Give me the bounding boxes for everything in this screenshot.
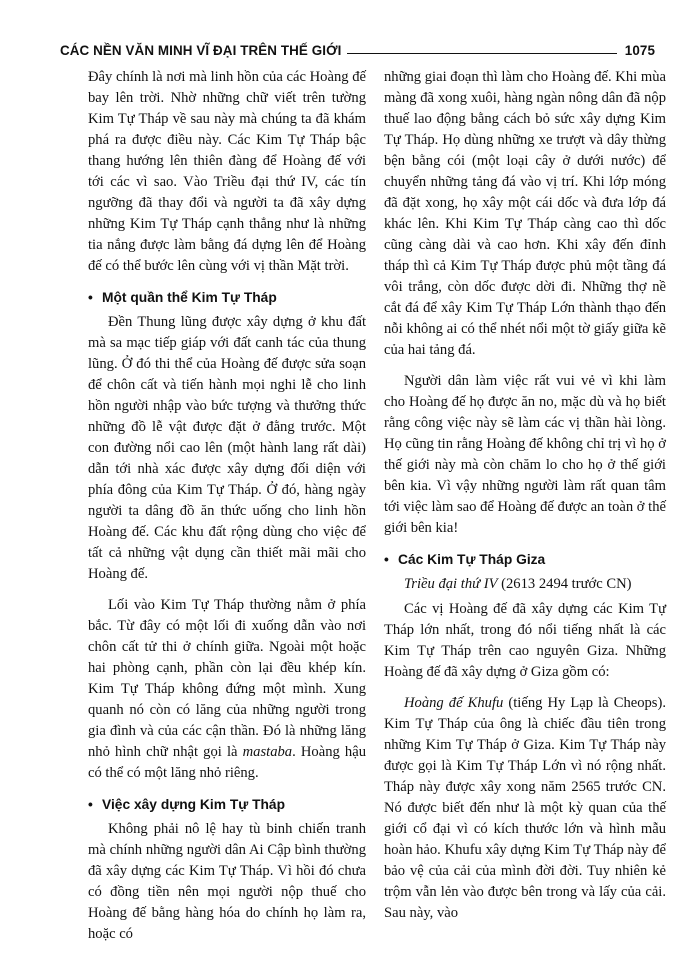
paragraph <box>384 693 666 924</box>
italic-term: Hoàng đế Khufu <box>404 695 504 711</box>
page-number: 1075 <box>624 43 655 58</box>
paragraph: những giai đoạn thì làm cho Hoàng đế. Khi mùa màng đã xong xuôi, hàng ngàn nông dân đã nộp thuế lao động bằng cách bỏ sức xây dựng Kim Tự Tháp. Họ dùng những xe trượt và dây thừng bện bằng cói (một loại cây ở dưới nước) để chuyển những tảng đá vào vị trí. Khi lớp móng đã đặt xong, họ xây một cái dốc và đưa lớp đá khác lên. Khi Kim Tự Tháp càng cao thì dốc cũng càng dài và cao hơn. Khi xây đến đỉnh tháp thì cả Kim Tự Tháp được phủ một tầng đá vôi trắng, còn dốc được dời đi. Những thợ nề cắt đá để xây Kim Tự Tháp Lớn thành thạo đến nỗi không ai có thể nhét nổi một tờ giấy giữa kẽ của hai tảng đá. <box>384 69 666 358</box>
paragraph: Các vị Hoàng đế đã xây dựng các Kim Tự Tháp lớn nhất, trong đó nổi tiếng nhất là các Kim Tự Tháp trên cao nguyên Giza. Những Hoàng đế đã xây dựng ở Giza gồm có: <box>384 601 666 680</box>
paragraph <box>88 595 366 784</box>
section-heading-text: Việc xây dựng Kim Tự Tháp <box>102 797 286 812</box>
paragraph: Người dân làm việc rất vui vẻ vì khi làm cho Hoàng đế họ được ăn no, mặc dù và họ biết rằng công việc này sẽ làm các vị thần hài lòng. Họ cũng tin rằng Hoàng đế không chỉ trị vì họ ở thế giới này mà còn chăm lo cho họ ở thế giới bên kia. Vì vậy những người làm rất quan tâm tới việc làm sao để Hoàng đế được an toàn ở thế giới bên kia! <box>384 373 666 536</box>
paragraph-text: (tiếng Hy Lạp là Cheops). Kim Tự Tháp của ông là chiếc đầu tiên trong những Kim Tự Tháp ở Giza. Kim Tự Tháp này được gọi là Kim Tự Tháp Lớn vì nó rộng nhất. Tháp này được xây xong năm 2565 trước CN. Nó được biết đến như là một kỳ quan của thế giới cổ đại vì có kích thước lớn và hình mẫu hoàn hảo. Khufu xây dựng Kim Tự Tháp này để bảo vệ của cải của mình đời đời. Tuy nhiên kẻ trộm vẫn lẻn vào được bên trong và lấy của cải. Sau này, vào <box>384 695 666 921</box>
paragraph-text: Lối vào Kim Tự Tháp thường nằm ở phía bắc. Từ đây có một lối đi xuống dẫn vào nơi chôn cất tử thi ở chính giữa. Ngoài một hoặc hai phòng cạnh, phần còn lại đều khép kín. Kim Tự Tháp không đứng một mình. Xung quanh nó còn có lăng của những người trong gia đình và của các cận thần. Đó là những lăng nhỏ hình chữ nhật gọi là <box>88 597 366 760</box>
right-column <box>384 67 666 934</box>
section-heading <box>88 287 366 308</box>
left-column <box>88 67 366 955</box>
section-heading-text: Các Kim Tự Tháp Giza <box>398 552 546 567</box>
paragraph-text: . Hoàng hậu có thể có một lăng nhỏ riêng. <box>88 744 366 781</box>
era-subtitle <box>404 574 666 595</box>
era-years: (2613 2494 trước CN) <box>497 576 632 592</box>
paragraph: Không phải nô lệ hay tù binh chiến tranh mà chính những người dân Ai Cập bình thường đã xây dựng các Kim Tự Tháp. Vì hồi đó chưa có đồng tiền nên mọi người nộp thuế cho Hoàng đế bằng hàng hóa do chính họ làm ra, hoặc có <box>88 821 366 942</box>
era-label: Triều đại thứ IV <box>404 576 498 592</box>
section-heading <box>88 794 366 815</box>
running-title: CÁC NỀN VĂN MINH VĨ ĐẠI TRÊN THẾ GIỚI <box>60 43 342 58</box>
paragraph: Đây chính là nơi mà linh hồn của các Hoàng đế bay lên trời. Nhờ những chữ viết trên tường Kim Tự Tháp về sau này mà chúng ta đã khám phá ra được điều này. Các Kim Tự Tháp bậc thang hướng lên thiên đàng để Hoàng đế với tới các vì sao. Vào Triều đại thứ IV, các tín ngưỡng đã thay đổi và người ta đã xây dựng những Kim Tự Tháp cạnh thẳng như là những tia nắng được làm bằng đá dựng lên để Hoàng đế có thể bước lên cùng với vị thần Mặt trời. <box>88 69 366 274</box>
bullet-icon: • <box>88 290 93 305</box>
section-heading <box>384 549 666 570</box>
paragraph: Đền Thung lũng được xây dựng ở khu đất mà sa mạc tiếp giáp với đất canh tác của thung lũng. Ở đó thi thể của Hoàng đế được sửa soạn để chôn cất và tiến hành mọi nghi lễ cho linh hồn người nhập vào bức tượng và thưởng thức những đồ lễ vật được đặt ở đằng trước. Một con đường nổi cao lên (một hành lang rất dài) dẫn tới nhà xác được xây dựng đối diện với phía đông của Kim Tự Tháp. Ở đó, hàng ngày người ta dâng đồ ăn thức uống cho linh hồn Hoàng đế. Các khu đất rộng dùng cho việc để tất cả những vật dụng cần thiết mãi mãi cho Hoàng đế. <box>88 314 366 582</box>
section-heading-text: Một quần thể Kim Tự Tháp <box>102 290 277 305</box>
bullet-icon: • <box>88 797 93 812</box>
bullet-icon: • <box>384 552 389 567</box>
running-header <box>60 34 655 58</box>
header-rule <box>347 53 616 54</box>
italic-term: mastaba <box>242 744 293 760</box>
